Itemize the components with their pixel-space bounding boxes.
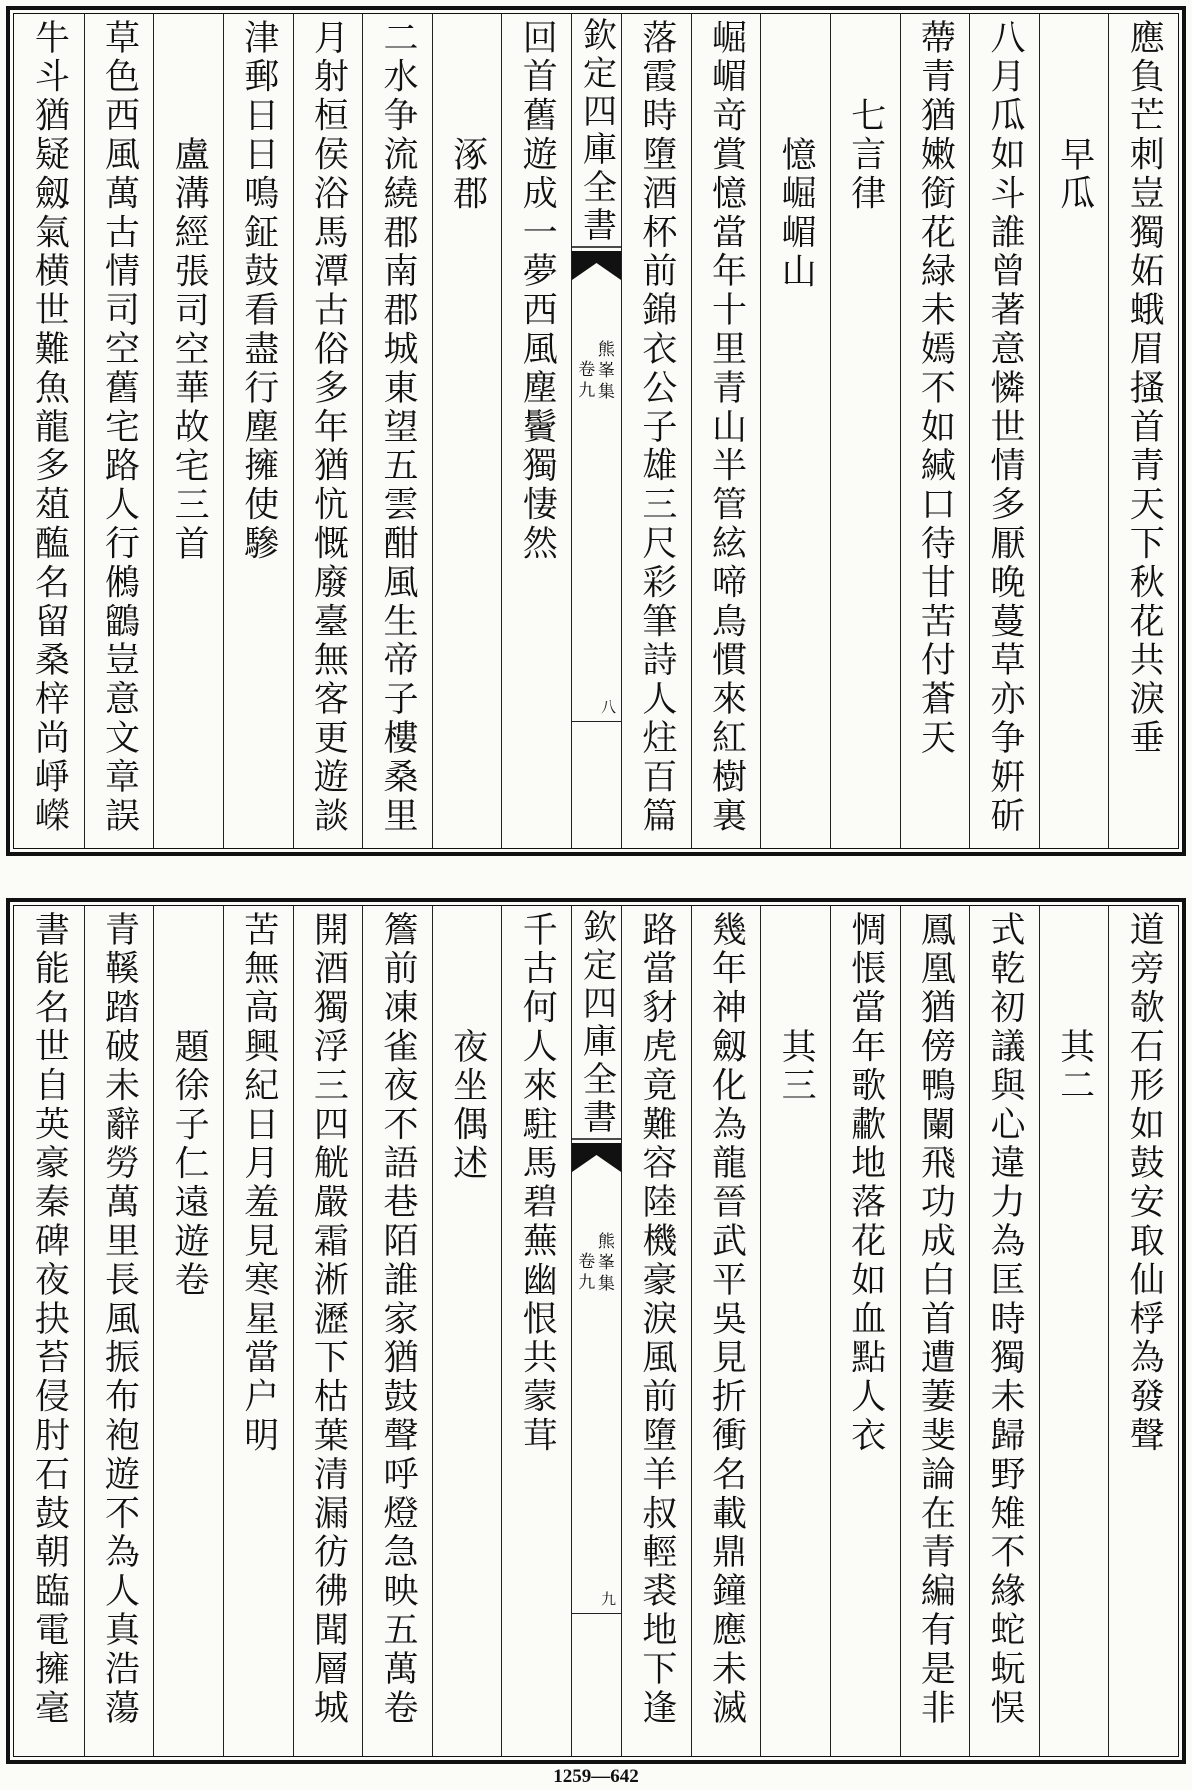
text-column [621,906,691,1756]
text-column [969,906,1039,1756]
text-column [362,14,432,848]
poem-title: 其二 [1054,1028,1095,1106]
verse-line: 草色西風萬古情司空舊宅路人行鵂鶹豈意文章誤 [99,19,140,836]
verse-line: 幾年神劔化為龍晉武平吳見折衝名載鼎鐘應未滅 [706,911,747,1728]
leaf-number: 八 [600,698,616,716]
text-column [1108,14,1178,848]
collection-name: 熊峯集 [593,1232,614,1295]
verse-line: 二水争流繞郡南郡城東望五雲酣風生帝子樓桑里 [377,19,418,836]
verse-line: 書能名世自英豪秦碑夜抉苔侵肘石鼓朝臨電擁毫 [29,911,70,1728]
text-column [501,14,571,848]
verse-line: 津郵日日鳴鉦鼓看盡行塵擁使驂 [238,19,279,564]
verse-line: 崛嵋竒賞憶當年十里青山半管絃啼鳥慣來紅樹裏 [706,19,747,836]
text-column [501,906,571,1756]
verse-line: 路當豺虎竟難容陸機豪淚風前墮羊叔輕裘地下逢 [636,911,677,1728]
verse-line: 牛斗猶疑劔氣横世難魚龍多葅醢名留桑梓尚崢嶸 [29,19,70,836]
verse-line: 蔕青猶嫩銜花緑未嫣不如緘口待甘苦付蒼天 [915,19,956,759]
center-strip [571,14,621,848]
text-column [830,906,900,1756]
verse-line: 青鞵踏破未辭勞萬里長風振布袍遊不為人真浩蕩 [99,911,140,1728]
verse-line: 月射桓侯浴馬潭古俗多年猶忼慨廢臺無客更遊談 [308,19,349,836]
volume-label: 卷九 [574,1252,595,1294]
verse-line: 落霞時墮酒杯前錦衣公子雄三尺彩筆詩人炷百篇 [636,19,677,836]
verse-line: 苦無高興紀日月羞見寒星當户明 [238,911,279,1456]
collection-name: 熊峯集 [593,340,614,403]
text-column [432,906,502,1756]
text-column [153,14,223,848]
book-title: 欽定四庫全書 [576,17,617,245]
poem-title: 涿郡 [447,136,488,214]
upper-page-frame [6,6,1186,856]
text-column [760,906,830,1756]
poem-title: 憶崛嵋山 [776,136,817,292]
text-column [432,14,502,848]
verse-line: 千古何人來駐馬碧蕪幽恨共蒙茸 [517,911,558,1456]
text-column [293,906,363,1756]
poem-title: 題徐子仁遠遊卷 [169,1028,210,1301]
poem-title: 早瓜 [1054,136,1095,214]
verse-line: 惆悵當年歌歗地落花如血點人衣 [845,911,886,1456]
verse-line: 應負芒刺豈獨妬蛾眉搔首青天下秋花共淚垂 [1124,19,1165,759]
text-column [84,14,154,848]
verse-line: 開酒獨浮三四觥嚴霜淅瀝下枯葉清漏彷彿聞層城 [308,911,349,1728]
verse-line: 式乾初議與心違力為匡時獨未歸野雉不緣蛇蚖悮 [984,911,1025,1728]
upper-page-columns [13,13,1179,849]
text-column [691,906,761,1756]
text-column [900,14,970,848]
text-column [900,906,970,1756]
text-column [362,906,432,1756]
leaf-rule [572,1613,621,1614]
text-column [223,14,293,848]
text-column [14,906,84,1756]
text-column [1039,14,1109,848]
leaf-rule [572,721,621,722]
text-column [969,14,1039,848]
text-column [1108,906,1178,1756]
text-column [691,14,761,848]
text-column [223,906,293,1756]
text-column [830,14,900,848]
fishtail-ornament [572,246,621,282]
center-strip [571,906,621,1756]
volume-label: 卷九 [574,360,595,402]
verse-line: 道旁欹石形如鼓安取仙桴為發聲 [1124,911,1165,1456]
verse-line: 回首舊遊成一夢西風塵鬢獨悽然 [517,19,558,564]
verse-line: 鳳凰猶傍鴨闌飛功成白首遭萋斐論在青編有是非 [915,911,956,1728]
lower-page-frame [6,898,1186,1764]
verse-line: 簷前凍雀夜不語巷陌誰家猶鼓聲呼燈急映五萬卷 [377,911,418,1728]
poem-title: 其三 [776,1028,817,1106]
text-column [760,14,830,848]
text-column [84,906,154,1756]
text-column [153,906,223,1756]
fishtail-ornament [572,1138,621,1174]
text-column [621,14,691,848]
text-column [14,14,84,848]
text-column [1039,906,1109,1756]
poem-title: 夜坐偶述 [447,1028,488,1184]
text-column [293,14,363,848]
leaf-number: 九 [600,1590,616,1608]
lower-page-columns [13,905,1179,1757]
book-title: 欽定四庫全書 [576,909,617,1137]
section-heading: 七言律 [845,97,886,214]
verse-line: 八月瓜如斗誰曾著意憐世情多厭晚蔓草亦争姸斫 [984,19,1025,836]
page-number: 1259—642 [553,1766,639,1787]
poem-title: 盧溝經張司空華故宅三首 [169,136,210,564]
